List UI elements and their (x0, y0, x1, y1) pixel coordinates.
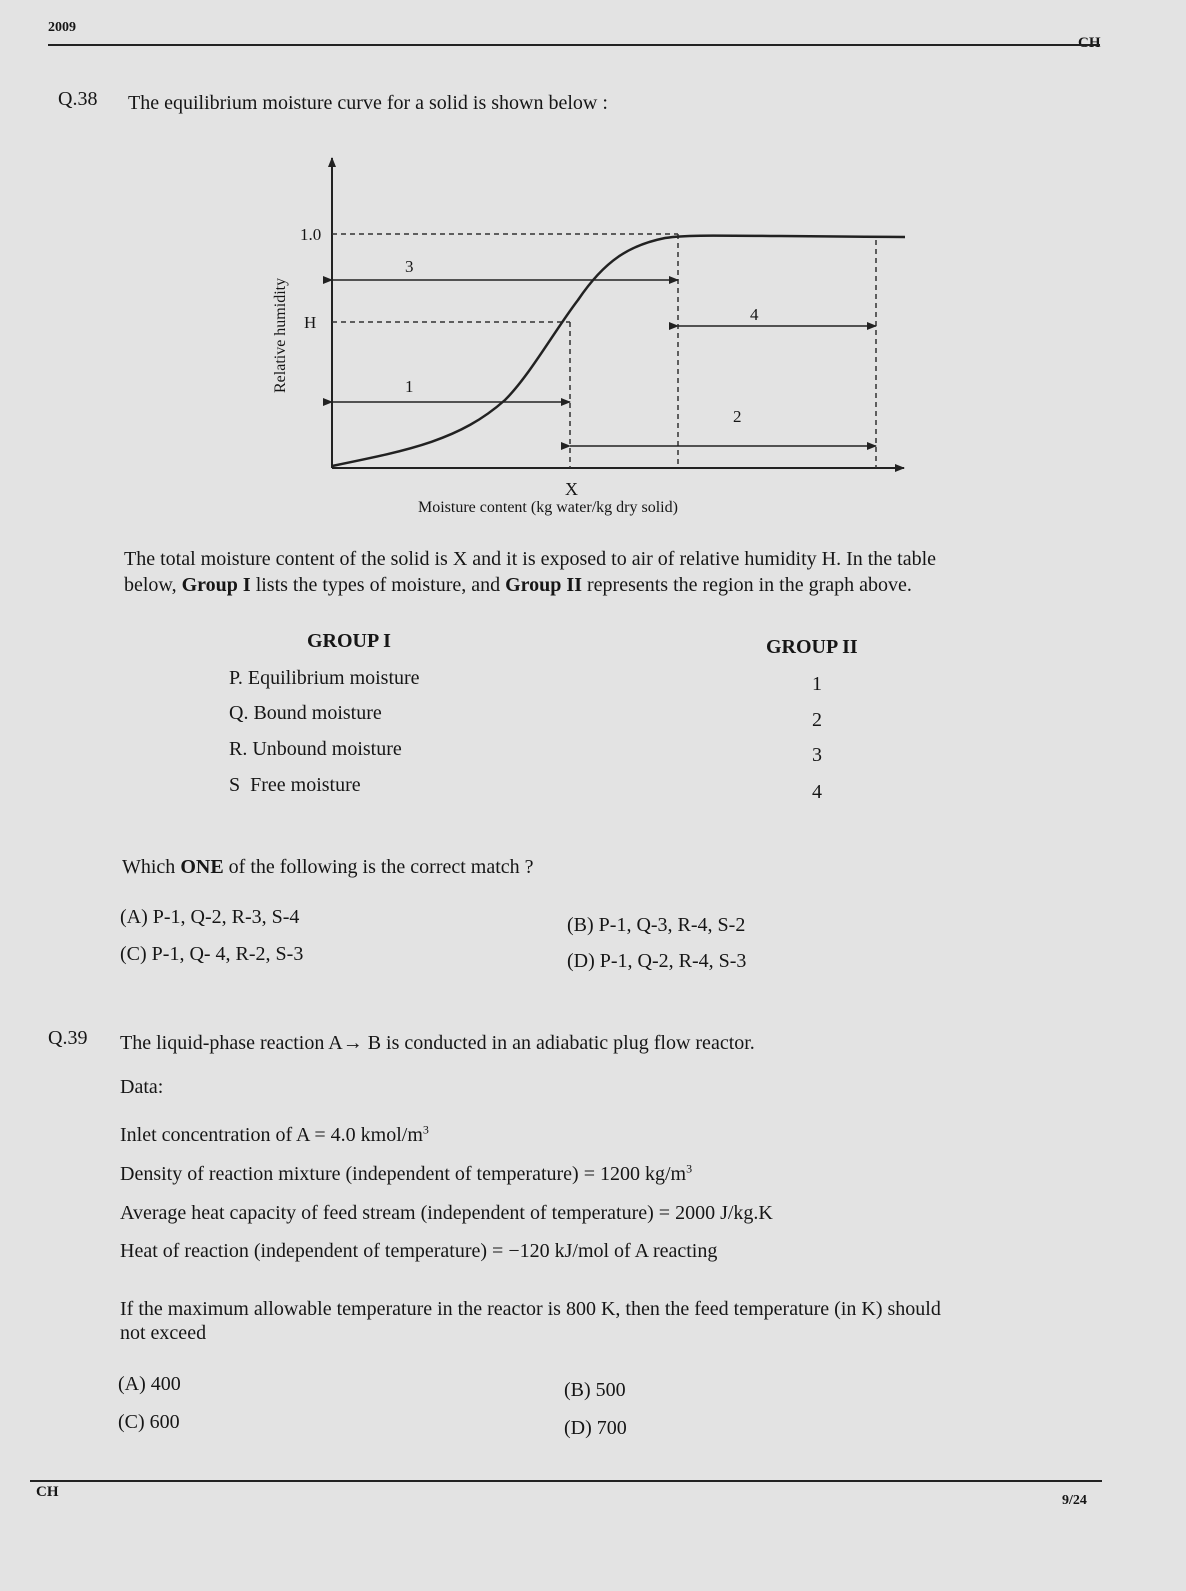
y-tick-h: H (304, 313, 317, 332)
q38-para-group2: Group II (505, 574, 582, 596)
q39-data-2 (120, 1163, 692, 1186)
q39-number: Q.39 (48, 1027, 88, 1049)
q38-para-line2 (124, 574, 912, 597)
q38-para-text-b: lists the types of moisture, and (250, 574, 506, 596)
group2-item-1: 1 (812, 673, 822, 695)
x-axis-label: Moisture content (kg water/kg dry solid) (418, 499, 678, 516)
q38-option-d: (D) P-1, Q-2, R-4, S-3 (567, 950, 747, 972)
q38-para-line1: The total moisture content of the solid is X and it is exposed to air of relative humidity H. In the table (124, 548, 937, 570)
q39-ask-line2: not exceed (120, 1322, 207, 1344)
q38-option-c: (C) P-1, Q- 4, R-2, S-3 (120, 943, 304, 965)
region-label-1: 1 (405, 377, 414, 396)
x-tick-x: X (565, 479, 578, 499)
q39-data-1-sup: 3 (422, 1122, 429, 1137)
q39-data-label: Data: (120, 1076, 164, 1098)
q39-option-d: (D) 700 (564, 1417, 627, 1439)
group1-item-q: Q. Bound moisture (229, 702, 382, 724)
group2-title: GROUP II (766, 636, 858, 658)
header-rule (48, 44, 1100, 46)
q38-option-a: (A) P-1, Q-2, R-3, S-4 (120, 906, 300, 928)
q39-data-2-sup: 3 (686, 1161, 693, 1176)
region-label-4: 4 (750, 305, 759, 324)
q39-ask-line1: If the maximum allowable temperature in the reactor is 800 K, then the feed temperature (in K) should (120, 1298, 941, 1320)
equilibrium-curve (332, 236, 905, 466)
q38-ask (122, 856, 534, 879)
q39-data-2-text: Density of reaction mixture (independent of temperature) = 1200 kg/m (120, 1163, 687, 1185)
y-tick-1.0: 1.0 (300, 225, 322, 244)
q39-data-4: Heat of reaction (independent of temperature) = −120 kJ/mol of A reacting (120, 1240, 718, 1262)
group1-item-s: S Free moisture (229, 774, 361, 796)
q38-ask-one: ONE (180, 856, 224, 878)
footer-code: CH (36, 1484, 59, 1500)
footer-rule (30, 1480, 1102, 1482)
q39-data-1 (120, 1124, 429, 1147)
q38-ask-a: Which (122, 856, 181, 878)
group2-item-4: 4 (812, 781, 822, 803)
footer-page-number: 9/24 (1062, 1493, 1087, 1508)
group1-title: GROUP I (307, 630, 391, 652)
q38-option-b: (B) P-1, Q-3, R-4, S-2 (567, 914, 746, 936)
region-label-3: 3 (405, 257, 414, 276)
group2-item-3: 3 (812, 744, 822, 766)
region-label-2: 2 (733, 407, 742, 426)
header-paper-code: CH (1078, 35, 1101, 51)
group1-item-p: P. Equilibrium moisture (229, 667, 420, 689)
q39-option-a: (A) 400 (118, 1373, 181, 1395)
header-year: 2009 (48, 20, 76, 35)
q38-stem: The equilibrium moisture curve for a solid is shown below : (128, 92, 608, 114)
group1-item-r: R. Unbound moisture (229, 738, 402, 760)
q39-option-c: (C) 600 (118, 1411, 180, 1433)
q39-stem: The liquid-phase reaction A→ B is conducted in an adiabatic plug flow reactor. (120, 1032, 755, 1054)
q39-option-b: (B) 500 (564, 1379, 626, 1401)
q38-para-text-a: below, (124, 574, 182, 596)
q39-data-3: Average heat capacity of feed stream (independent of temperature) = 2000 J/kg.K (120, 1202, 773, 1224)
q38-ask-c: of the following is the correct match ? (223, 856, 534, 878)
y-axis-label: Relative humidity (272, 277, 289, 393)
equilibrium-moisture-chart (260, 150, 930, 530)
q38-number: Q.38 (58, 88, 98, 110)
q39-data-1-text: Inlet concentration of A = 4.0 kmol/m (120, 1124, 423, 1146)
group2-item-2: 2 (812, 709, 822, 731)
q38-para-text-c: represents the region in the graph above. (582, 574, 912, 596)
q38-para-group1: Group I (181, 574, 251, 596)
